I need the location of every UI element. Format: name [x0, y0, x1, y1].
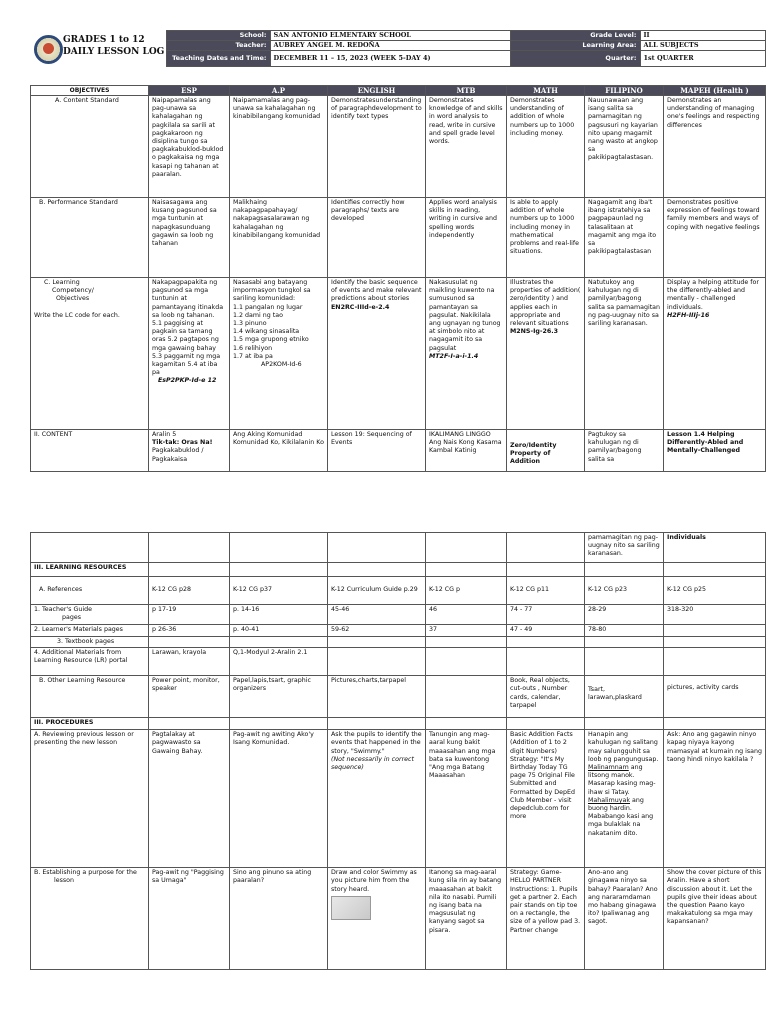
cell: Demonstratesunderstanding of paragraphdevelopment to identify text types — [328, 96, 426, 198]
cell-fil-competency: Natutukoy ang kahulugan ng di pamilyar/bagong salita sa pamamagitan ng pag-uugnay nito sa sariling karanasan. — [585, 278, 664, 430]
cell-eng-competency — [328, 278, 426, 430]
cell: Pagtalakay at pagwawasto sa Gawaing Bahay. — [149, 730, 230, 868]
purpose-label — [31, 868, 149, 970]
procedures-label: III. PROCEDURES — [31, 718, 149, 730]
fil-reviewing-a: Hanapin ang kahulugan ng salitang may salungguhit sa loob ng pangungusap. — [588, 731, 659, 763]
cell: Power point, monitor, speaker — [149, 676, 230, 718]
cell: K-12 CG p25 — [664, 577, 766, 605]
teachers-guide-label-b: pages — [62, 614, 82, 622]
column-header-row — [31, 86, 766, 96]
school-label: School: — [166, 31, 270, 41]
eng-purpose-text: Draw and color Swimmy as you picture him from the story heard. — [331, 869, 417, 893]
cell-mapeh-continued: Individuals — [664, 533, 766, 563]
cell: Demonstrates an understanding of managing one's feelings and respecting differences — [664, 96, 766, 198]
grade-label: Grade Level: — [510, 31, 640, 41]
cell — [664, 625, 766, 637]
row-teachers-guide — [31, 605, 766, 625]
cell: Is able to apply addition of whole numbers up to 1000 including money in mathematical problems and real-life situations. — [507, 198, 585, 278]
esp-content-b: Tik-tak: Oras Na! — [152, 439, 213, 447]
cell — [230, 533, 328, 563]
other-resource-label: B. Other Learning Resource — [31, 676, 149, 718]
cell — [328, 648, 426, 676]
reviewing-label: A. Reviewing previous lesson or presenting the new lesson — [31, 730, 149, 868]
competency-label-b: Competency/ — [52, 287, 94, 295]
col-mapeh: MAPEH (Health ) — [664, 86, 766, 96]
cell — [230, 637, 328, 648]
cell: Book, Real objects, cut-outs , Number cards, calendar, tarpapel — [507, 676, 585, 718]
mapeh-competency-text: Display a helping attitude for the differently-abled and mentally - challenged individuals. — [667, 279, 759, 311]
cell: Nauunawaan ang isang salita sa pamamagitan ng pagsusuri ng kayarian nito upang magamit nang wasto at angkop sa pakikipagtalastasan. — [585, 96, 664, 198]
cell — [328, 637, 426, 648]
ap-list-item: 1.3 pinuno — [233, 320, 267, 328]
cell: Naipamamalas ang pag-unawa sa kahalagahan ng kinabibilangang komunidad — [230, 96, 328, 198]
logo-area — [30, 31, 166, 67]
cell: Strategy: Game- HELLO PARTNER Instructions: 1. Pupils get a partner 2. Each pair stands on tip toe on a rectangle, the size of a yellow pad 3. Partner change — [507, 868, 585, 970]
fil-underlined-word: Malinamnam — [588, 764, 629, 772]
competency-label — [31, 278, 149, 430]
cell — [664, 718, 766, 730]
cell: p 17-19 — [149, 605, 230, 625]
cell-esp-content — [149, 430, 230, 472]
purpose-label-a: B. Establishing a purpose for the — [34, 869, 137, 877]
competency-label-d: Write the LC code for each. — [34, 311, 120, 319]
cell-fil-reviewing — [585, 730, 664, 868]
row-other-resource — [31, 676, 766, 718]
ap-list-item: 1.6 relihiyon — [233, 344, 273, 352]
area-value: ALL SUBJECTS — [640, 41, 765, 51]
grade-value: II — [640, 31, 765, 41]
esp-code: EsP2PKP-Id-e 12 — [158, 377, 217, 385]
eng-reviewing-b: (Not necessarily in correct sequence) — [331, 755, 414, 772]
cell-fil-content: Pagtukoy sa kahulugan ng di pamilyar/bagong salita sa — [585, 430, 664, 472]
cell — [507, 718, 585, 730]
row-learning-resources — [31, 563, 766, 577]
cell: 78-80 — [585, 625, 664, 637]
teacher-value: AUBREY ANGEL M. REDOÑA — [270, 41, 510, 51]
cell: K-12 CG p37 — [230, 577, 328, 605]
cell — [664, 637, 766, 648]
row-additional — [31, 648, 766, 676]
cell — [31, 533, 149, 563]
col-mtb: MTB — [426, 86, 507, 96]
competency-label-a: C. Learning — [44, 279, 80, 286]
quarter-label: Quarter: — [510, 51, 640, 67]
teachers-guide-label — [31, 605, 149, 625]
cell: Naisasagawa ang kusang pagsunod sa mga tuntunin at napagkasunduang gagawin sa loob ng tahanan — [149, 198, 230, 278]
cell: Nagagamit ang iba't ibang istratehiya sa pagpapaunlad ng talasalitaan at magamit ang mga ito sa pakikipagtalastasan — [585, 198, 664, 278]
col-esp: ESP — [149, 86, 230, 96]
ap-list-item: 1.7 at iba pa — [233, 352, 273, 360]
cell-eng-purpose — [328, 868, 426, 970]
cell: Papel,lapis,tsart, graphic organizers — [230, 676, 328, 718]
col-objectives: OBJECTIVES — [31, 86, 149, 96]
cell: Applies word analysis skills in reading, writing in cursive and spelling words independently — [426, 198, 507, 278]
cell — [585, 718, 664, 730]
col-english: ENGLISH — [328, 86, 426, 96]
mtb-code: MT2F-I-a-i-1.4 — [429, 352, 479, 360]
esp-competency-text: Nakapagpapakita ng pagsunod sa mga tuntunin at pamantayang itinakda sa loob ng tahanan. 5.1 paggising at pagkain sa tamang oras 5.2 pagtapos ng mga gawaing bahay 5.3 paggamit ng mga kagamitan 5.4 at iba pa — [152, 279, 224, 377]
school-value: SAN ANTONIO ELMENTARY SCHOOL — [270, 31, 510, 41]
cell — [328, 533, 426, 563]
cell: 59-62 — [328, 625, 426, 637]
cell: Demonstrates understanding of addition of whole numbers up to 1000 including money. — [507, 96, 585, 198]
col-ap: A.P — [230, 86, 328, 96]
content-label: II. CONTENT — [31, 430, 149, 472]
cell-eng-content: Lesson 19: Sequencing of Events — [328, 430, 426, 472]
cell — [426, 648, 507, 676]
dll-table-page1 — [30, 85, 766, 472]
quarter-value: 1st QUARTER — [640, 51, 765, 67]
cell — [585, 648, 664, 676]
cell-eng-reviewing — [328, 730, 426, 868]
cell — [585, 637, 664, 648]
cell — [664, 563, 766, 577]
cell: Larawan, krayola — [149, 648, 230, 676]
teacher-label: Teacher: — [166, 41, 270, 51]
col-filipino: FILIPINO — [585, 86, 664, 96]
purpose-label-b: lesson — [54, 877, 75, 885]
esp-content-c: Pagkakabuklod / Pagkakaisa — [152, 447, 204, 463]
area-label: Learning Area: — [510, 41, 640, 51]
references-label: A. References — [31, 577, 149, 605]
cell: Tsart, larawan,plaskard — [585, 676, 664, 718]
cell: 45-46 — [328, 605, 426, 625]
mapeh-code: H2FH-IIIj-16 — [667, 311, 710, 319]
cell: Basic Addition Facts (Addition of 1 to 2 digit Numbers) Strategy: "It's My Birthday Today TG page 75 Original File Submitted and Formatted by DepEd Club Member - visit depedclub.com for more — [507, 730, 585, 868]
cell: Pictures,charts,tarpapel — [328, 676, 426, 718]
math-code: M2NS-Ig-26.3 — [510, 328, 559, 336]
cell — [664, 648, 766, 676]
row-purpose — [31, 868, 766, 970]
row-procedures — [31, 718, 766, 730]
cell: Sino ang pinuno sa ating paaralan? — [230, 868, 328, 970]
cell: p. 40-41 — [230, 625, 328, 637]
cell — [149, 718, 230, 730]
swimmy-image-thumbnail — [331, 896, 371, 920]
cell: K-12 Curriculum Guide p.29 — [328, 577, 426, 605]
cell: Itanong sa mag-aaral kung sila rin ay batang maaasahan at bakit nila ito nasabi. Pumili ng isang bata na magsusulat ng kanyang sagot sa pisara. — [426, 868, 507, 970]
cell: Identifies correctly how paragraphs/ texts are developed — [328, 198, 426, 278]
additional-label: 4. Additional Materials from Learning Resource (LR) portal — [31, 648, 149, 676]
cell: 46 — [426, 605, 507, 625]
cell-mtb-content: IKALIMANG LINGGO Ang Nais Kong Kasama Kambal Katinig — [426, 430, 507, 472]
textbook-label: 3. Textbook pages — [31, 637, 149, 648]
teachers-guide-label-a: 1. Teacher's Guide — [34, 606, 92, 613]
dates-label: Teaching Dates and Time: — [166, 51, 270, 67]
cell: K-12 CG p23 — [585, 577, 664, 605]
mtb-competency-text: Nakasusulat ng maikling kuwento na sumusunod sa pamantayan sa pagsulat. Nakikilala ang ugnayan ng tunog at simbolo nito at nagagamit ito sa pagsulat — [429, 279, 501, 352]
ap-list-item: 1.4 wikang sinasalita — [233, 328, 300, 336]
cell-math-content: Zero/Identity Property of Addition — [507, 430, 585, 472]
cell — [426, 718, 507, 730]
fil-reviewing-d: Masarap kasing mag-ihaw si Tatay. — [588, 780, 656, 796]
deped-seal-icon — [34, 35, 63, 64]
fil-reviewing-c: ang litsong manok. — [588, 764, 643, 780]
row-competency — [31, 278, 766, 430]
fil-reviewing-f: ang buong hardin. — [588, 796, 644, 813]
fil-reviewing-g: Mababango kasi ang mga bulaklak na nakatanim dito. — [588, 813, 654, 837]
ap-list-item: 1.5 mga grupong etniko — [233, 336, 309, 344]
ap-list-item: 1.2 dami ng tao — [233, 311, 283, 319]
eng-competency-text: Identify the basic sequence of events and make relevant predictions about stories — [331, 279, 422, 303]
cell: Tanungin ang mag-aaral kung bakit maaasahan ang mga bata sa kuwentong "Ang mga Batang Maaasahan — [426, 730, 507, 868]
cell-ap-content: Ang Aking Komunidad Komunidad Ko, Kikilalanin Ko — [230, 430, 328, 472]
row-content-standard — [31, 96, 766, 198]
cell — [149, 533, 230, 563]
learners-materials-label: 2. Learner's Materials pages — [31, 625, 149, 637]
cell-ap-competency — [230, 278, 328, 430]
row-continued — [31, 533, 766, 563]
cell-math-competency — [507, 278, 585, 430]
cell — [230, 563, 328, 577]
esp-content-a: Aralin 5 — [152, 431, 177, 438]
row-performance-standard — [31, 198, 766, 278]
cell — [507, 533, 585, 563]
cell: K-12 CG p28 — [149, 577, 230, 605]
cell: 37 — [426, 625, 507, 637]
header-table — [30, 30, 766, 67]
cell: K-12 CG p — [426, 577, 507, 605]
cell: Pag-awit ng awiting Ako'y Isang Komunidad. — [230, 730, 328, 868]
row-content — [31, 430, 766, 472]
cell: Malikhaing nakapagpapahayag/ nakapagsasalarawan ng kahalagahan ng kinabibilangang komunidad — [230, 198, 328, 278]
cell-mapeh-competency — [664, 278, 766, 430]
cell — [426, 563, 507, 577]
math-competency-text: Illustrates the properties of addition( zero/identity ) and applies each in appropriate and relevant situations — [510, 279, 581, 328]
cell — [585, 563, 664, 577]
cell: 74 - 77 — [507, 605, 585, 625]
competency-label-c: Objectives — [56, 295, 90, 303]
row-references — [31, 577, 766, 605]
cell: 28-29 — [585, 605, 664, 625]
cell: p 26-36 — [149, 625, 230, 637]
cell: Q,1-Modyul 2-Aralin 2.1 — [230, 648, 328, 676]
cell: Show the cover picture of this Aralin. Have a short discussion about it. Let the pupils give their ideas about the question Paano kayo makakatulong sa mga may kapansanan? — [664, 868, 766, 970]
row-learners-materials — [31, 625, 766, 637]
cell: 47 - 49 — [507, 625, 585, 637]
ap-code: AP2KOM-Id-6 — [261, 361, 302, 369]
cell-mtb-competency — [426, 278, 507, 430]
col-math: MATH — [507, 86, 585, 96]
dll-table-page2 — [30, 532, 766, 970]
cell — [507, 637, 585, 648]
logo-line2: DAILY LESSON LOG — [63, 46, 165, 57]
eng-reviewing-a: Ask the pupils to identify the events that happened in the story, "Swimmy." — [331, 731, 422, 755]
cell: Pag-awit ng "Paggising sa Umaga" — [149, 868, 230, 970]
cell-mapeh-content: Lesson 1.4 Helping Differently-Abled and Mentally-Challenged — [664, 430, 766, 472]
cell — [328, 718, 426, 730]
learning-resources-label: III. LEARNING RESOURCES — [31, 563, 149, 577]
cell — [426, 533, 507, 563]
cell — [507, 648, 585, 676]
cell — [149, 637, 230, 648]
cell — [426, 637, 507, 648]
cell: Ask: Ano ang gagawin ninyo kapag niyaya kayong mamasyal at kumain ng isang taong hindi ninyo kakilala ? — [664, 730, 766, 868]
row-textbook — [31, 637, 766, 648]
logo-line1: GRADES 1 to 12 — [63, 34, 145, 45]
cell — [426, 676, 507, 718]
cell: pictures, activity cards — [664, 676, 766, 718]
cell — [507, 563, 585, 577]
fil-underlined-word: Mahalimuyak — [588, 796, 630, 804]
content-standard-label: A. Content Standard — [31, 96, 149, 198]
cell-fil-continued: pamamagitan ng pag-uugnay nito sa sariling karanasan. — [585, 533, 664, 563]
row-reviewing — [31, 730, 766, 868]
ap-competency-text: Nasasabi ang batayang impormasyon tungkol sa sariling komunidad: — [233, 279, 311, 303]
cell-esp-competency — [149, 278, 230, 430]
cell — [230, 718, 328, 730]
cell: Naipapamalas ang pag-unawa sa kahalagahan ng pagkilala sa sarili at pagkakaroon ng disiplina tungo sa pagkakabuklod-buklod o pagkakaisa ng mga kasapi ng tahanan at paaralan. — [149, 96, 230, 198]
cell — [149, 563, 230, 577]
ap-list-item: 1.1 pangalan ng lugar — [233, 303, 303, 311]
dates-value: DECEMBER 11 – 15, 2023 (WEEK 5-DAY 4) — [270, 51, 510, 67]
cell: Demonstrates knowledge of and skills in word analysis to read, write in cursive and spell grade level words. — [426, 96, 507, 198]
cell: Ano-ano ang ginagawa ninyo sa bahay? Paaralan? Ano ang nararamdaman mo habang ginagawa ito? Ipaliwanag ang sagot. — [585, 868, 664, 970]
eng-code: EN2RC-IIId-e-2.4 — [331, 303, 390, 311]
cell: p. 14-16 — [230, 605, 328, 625]
cell: K-12 CG p11 — [507, 577, 585, 605]
performance-standard-label: B. Performance Standard — [31, 198, 149, 278]
cell: Demonstrates positive expression of feelings toward family members and ways of coping with negative feelings — [664, 198, 766, 278]
cell — [328, 563, 426, 577]
cell: 318-320 — [664, 605, 766, 625]
